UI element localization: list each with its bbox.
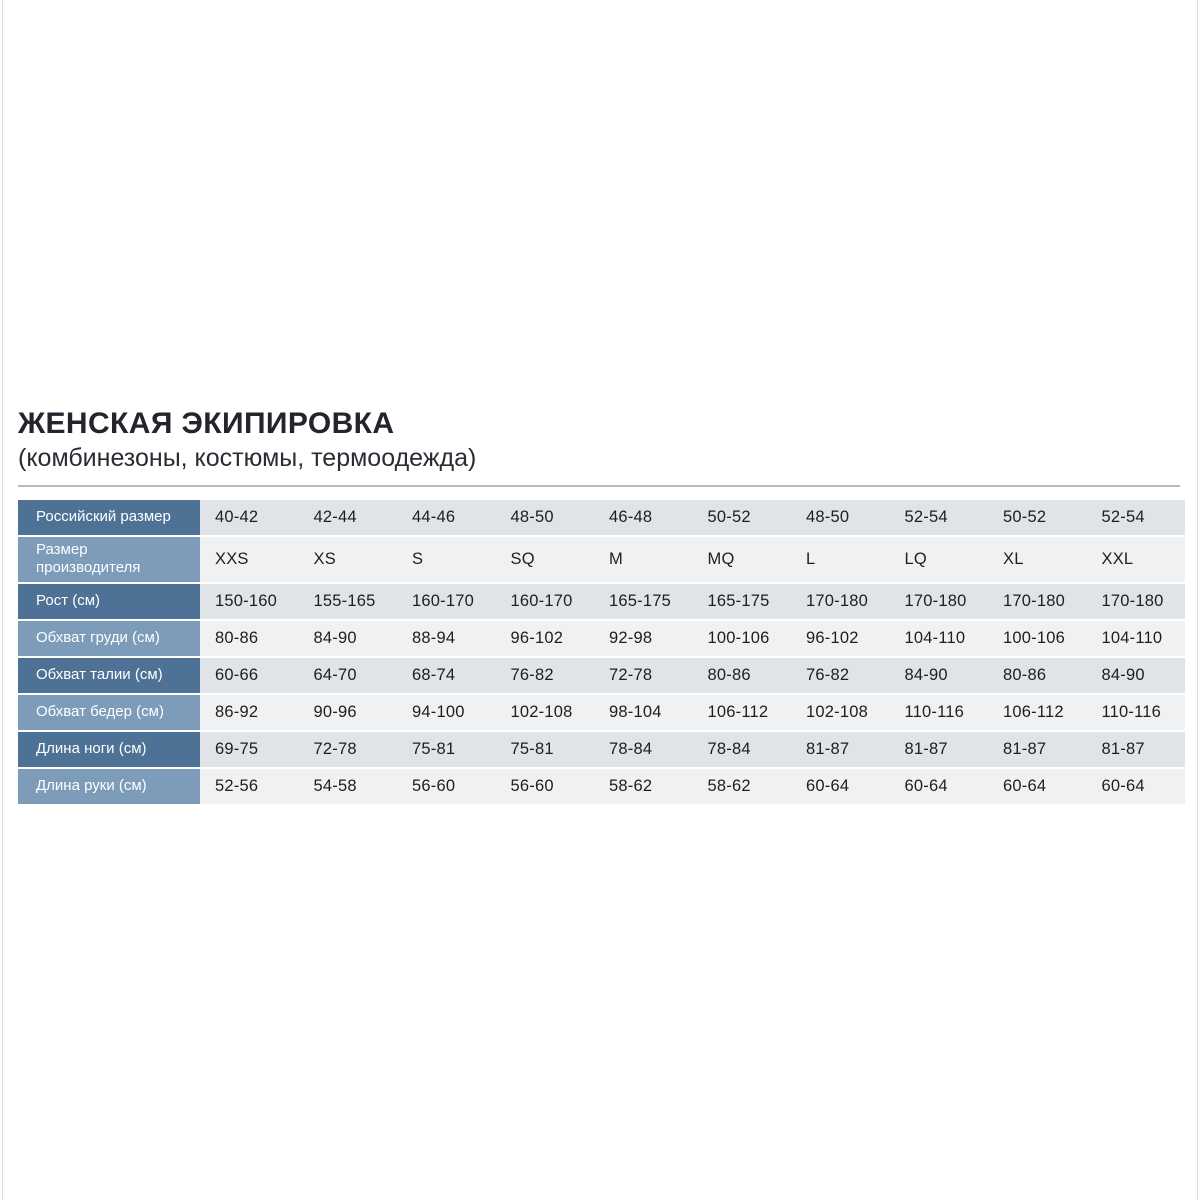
size-cell: 80-86 [988, 658, 1087, 693]
row-label: Рост (см) [18, 584, 200, 619]
size-cell: 81-87 [791, 732, 890, 767]
row-label: Обхват талии (см) [18, 658, 200, 693]
size-cell: S [397, 537, 496, 583]
size-cell: 72-78 [299, 732, 398, 767]
size-cell: 100-106 [693, 621, 792, 656]
table-row-arm-length [18, 769, 1185, 804]
size-cell: XXS [200, 537, 299, 583]
size-cell: 170-180 [988, 584, 1087, 619]
size-cell: 84-90 [890, 658, 989, 693]
row-label: Длина руки (см) [18, 769, 200, 804]
size-cell: 58-62 [594, 769, 693, 804]
size-cell: 60-66 [200, 658, 299, 693]
size-cell: 81-87 [988, 732, 1087, 767]
size-cell: 75-81 [496, 732, 595, 767]
size-cell: 60-64 [791, 769, 890, 804]
table-row-height [18, 584, 1185, 619]
size-cell: 150-160 [200, 584, 299, 619]
size-cell: 76-82 [496, 658, 595, 693]
size-cell: 80-86 [693, 658, 792, 693]
size-cell: 56-60 [496, 769, 595, 804]
size-cell: 42-44 [299, 500, 398, 535]
size-cell: LQ [890, 537, 989, 583]
page-right-edge-line [1197, 0, 1198, 1200]
size-cell: 40-42 [200, 500, 299, 535]
size-cell: 72-78 [594, 658, 693, 693]
size-cell: 60-64 [1087, 769, 1186, 804]
size-cell: 160-170 [397, 584, 496, 619]
size-cell: 52-56 [200, 769, 299, 804]
size-cell: 96-102 [496, 621, 595, 656]
size-cell: SQ [496, 537, 595, 583]
row-label: Длина ноги (см) [18, 732, 200, 767]
size-cell: 90-96 [299, 695, 398, 730]
table-row-manufacturer-size [18, 537, 1185, 583]
size-cell: 58-62 [693, 769, 792, 804]
size-cell: 60-64 [890, 769, 989, 804]
size-cell: 44-46 [397, 500, 496, 535]
size-cell: 69-75 [200, 732, 299, 767]
size-cell: 94-100 [397, 695, 496, 730]
table-row-chest [18, 621, 1185, 656]
size-cell: 165-175 [594, 584, 693, 619]
size-cell: 60-64 [988, 769, 1087, 804]
size-cell: MQ [693, 537, 792, 583]
size-cell: 104-110 [1087, 621, 1186, 656]
size-cell: XXL [1087, 537, 1186, 583]
size-cell: 106-112 [693, 695, 792, 730]
size-cell: XS [299, 537, 398, 583]
row-label: Российский размер [18, 500, 200, 535]
size-cell: 110-116 [1087, 695, 1186, 730]
size-cell: 86-92 [200, 695, 299, 730]
page-title: ЖЕНСКАЯ ЭКИПИРОВКА [18, 407, 395, 440]
divider-line [18, 485, 1180, 487]
size-cell: 50-52 [693, 500, 792, 535]
row-label: Обхват груди (см) [18, 621, 200, 656]
size-cell: 78-84 [594, 732, 693, 767]
size-chart-section [18, 409, 1183, 806]
size-cell: 170-180 [791, 584, 890, 619]
size-cell: 81-87 [1087, 732, 1186, 767]
size-cell: 48-50 [496, 500, 595, 535]
size-cell: 48-50 [791, 500, 890, 535]
row-label: Размер производителя [18, 537, 200, 583]
size-cell: 160-170 [496, 584, 595, 619]
table-row-leg-length [18, 732, 1185, 767]
size-cell: 98-104 [594, 695, 693, 730]
size-cell: 68-74 [397, 658, 496, 693]
size-cell: 78-84 [693, 732, 792, 767]
table-row-hips [18, 695, 1185, 730]
size-cell: 165-175 [693, 584, 792, 619]
size-cell: 80-86 [200, 621, 299, 656]
table-row-russian-size [18, 500, 1185, 535]
size-cell: 100-106 [988, 621, 1087, 656]
size-cell: 155-165 [299, 584, 398, 619]
size-cell: 106-112 [988, 695, 1087, 730]
size-cell: 84-90 [1087, 658, 1186, 693]
size-cell: 102-108 [496, 695, 595, 730]
size-cell: XL [988, 537, 1087, 583]
page-subtitle: (комбинезоны, костюмы, термоодежда) [18, 444, 477, 472]
size-cell: 52-54 [890, 500, 989, 535]
size-cell: M [594, 537, 693, 583]
size-cell: 170-180 [1087, 584, 1186, 619]
size-cell: 96-102 [791, 621, 890, 656]
size-cell: 170-180 [890, 584, 989, 619]
size-cell: 88-94 [397, 621, 496, 656]
row-label: Обхват бедер (см) [18, 695, 200, 730]
size-cell: 50-52 [988, 500, 1087, 535]
size-cell: 52-54 [1087, 500, 1186, 535]
size-cell: 54-58 [299, 769, 398, 804]
size-cell: 84-90 [299, 621, 398, 656]
size-cell: 102-108 [791, 695, 890, 730]
size-cell: 92-98 [594, 621, 693, 656]
size-cell: L [791, 537, 890, 583]
size-cell: 64-70 [299, 658, 398, 693]
page-left-edge-line [2, 0, 3, 1200]
size-cell: 75-81 [397, 732, 496, 767]
size-cell: 110-116 [890, 695, 989, 730]
size-cell: 104-110 [890, 621, 989, 656]
size-table [18, 500, 1185, 805]
size-cell: 46-48 [594, 500, 693, 535]
table-row-waist [18, 658, 1185, 693]
size-cell: 81-87 [890, 732, 989, 767]
size-cell: 76-82 [791, 658, 890, 693]
size-cell: 56-60 [397, 769, 496, 804]
